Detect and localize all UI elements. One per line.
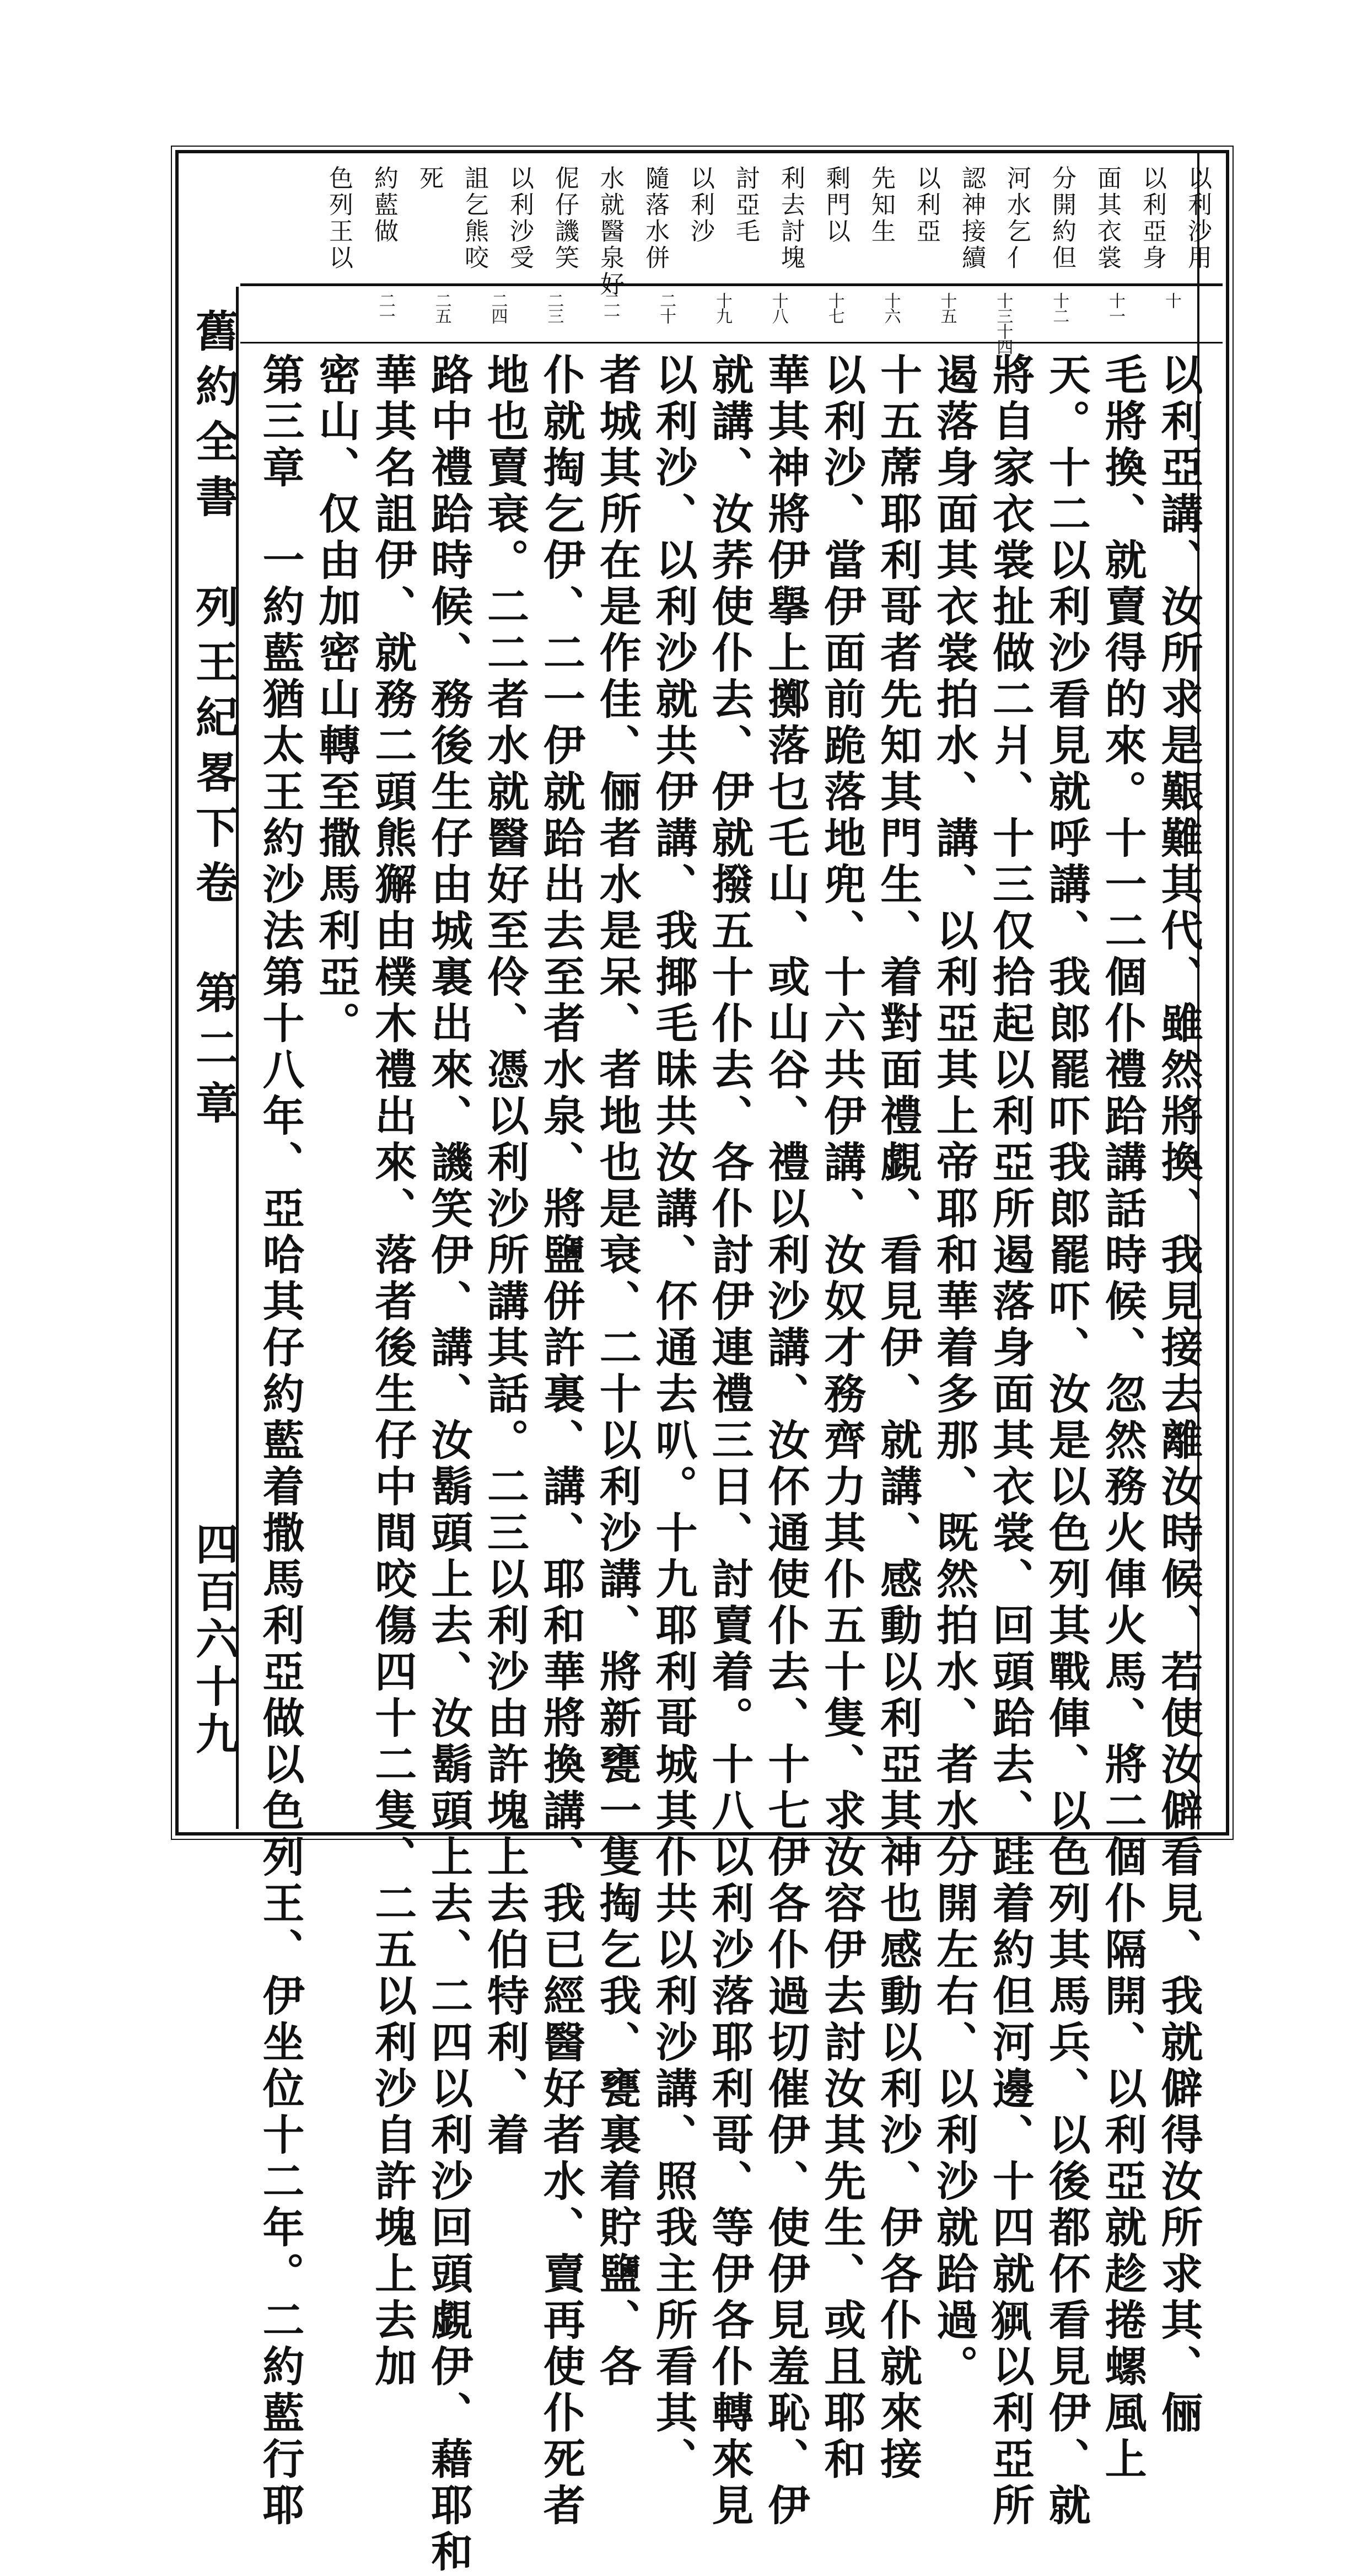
text-column-11: 者城其所在是作佳、俪者水是呆、者地也是衰、二十以利沙講、將新甕一隻掏乞我、甕裏着貯鹽、各 [593,353,642,2391]
text-column-3: 天。十二以利沙看見就呼講、我郎罷吓我郎罷吓、汝是以色列其戰俥、以色列其馬兵、以後都伓看見伊、就 [1042,353,1091,2530]
text-column-2: 毛將換、就賣得的來。十一二個仆禮跲講話時候、忽然務火俥火馬、將二個仆隔開、以利亞就趁捲螺風上 [1098,353,1148,2483]
text-column-8: 華其神將伊擧上擲落乜乇山、或山谷、禮以利沙講、汝伓通使仆去、十七伊各仆過切催伊、使伊見羞恥、伊 [761,353,810,2530]
book-title: 舊約全書 列王紀畧下卷 第二章 [189,309,239,1136]
gloss-18: 死 [415,165,443,192]
verse-number-4: 十三十四 [993,292,1013,354]
text-column-12: 仆就掏乞伊、二一伊就跲出去至者水泉、將鹽併許裏、講、耶和華將換講、我已經醫好者水、賣再使仆死者 [536,353,586,2530]
text-column-1: 以利亞講、汝所求是艱難其代、雖然將換、我見接去離汝時候、若使汝僻看見、我就僻得汝所求其、俪 [1154,353,1203,2437]
text-column-7: 以利沙、當伊面前跪落地兜、十六共伊講、汝奴才務齊力其仆五十隻、求汝容伊去討汝其先生、或且耶和 [817,353,867,2483]
verse-number-10: 二十 [656,292,676,323]
gloss-1: 以利沙用 [1183,165,1212,271]
gloss-17: 詛乞熊咬 [460,165,488,271]
page-number: 四百六十九 [189,1522,239,1759]
verse-number-2: 十一 [1106,292,1126,323]
gloss-8: 先知生 [867,165,895,245]
verse-number-6: 十六 [881,292,901,323]
gloss-12: 以利沙 [686,165,714,245]
gloss-5: 河水乞亻 [1003,165,1031,271]
verse-number-7: 十七 [825,292,844,323]
text-column-16: 密山、仅由加密山轉至撒馬利亞。 [311,353,361,1048]
gloss-9: 剩門以 [822,165,850,245]
verse-number-1: 十 [1162,292,1181,308]
gloss-7: 以利亞 [912,165,940,245]
gloss-16: 以利沙受 [505,165,534,271]
gloss-13: 隨落水併 [641,165,669,271]
gloss-19: 約藍做 [370,165,398,245]
verse-number-9: 十九 [713,292,732,323]
verse-number-11: 二一 [600,292,620,323]
gloss-10: 利去討塊 [777,165,805,271]
gloss-2: 以利亞身 [1138,165,1166,271]
gloss-6: 認神接續 [957,165,986,271]
text-column-4: 將自家衣裳扯做二爿、十三仅拾起以利亞所遏落身面其衣裳、回頭跲去、跬着約但河邊、十四就𤞁以利亞所 [986,353,1035,2530]
verse-number-13: 二四 [488,292,508,323]
gloss-11: 討亞毛 [731,165,760,245]
verse-number-8: 十八 [768,292,788,323]
gloss-14: 水就醫泉好 [596,165,624,298]
verse-number-15: 二一 [375,292,395,323]
verse-number-3: 十二 [1050,292,1069,323]
text-column-5: 遏落身面其衣裳拍水、講、以利亞其上帝耶和華着多那、既然拍水、者水分開左右、以利沙就跲過。 [929,353,979,2391]
text-column-13: 地也賣衰。二二者水就醫好至伶、憑以利沙所講其話。二三以利沙由許塊上去伯特利、着 [480,353,530,2159]
gloss-20: 色列王以 [325,165,353,271]
text-column-10: 以利沙、以利沙就共伊講、我揶毛昧共汝講、伓通去叭。十九耶利哥城其仆共以利沙講、照我主所看其、 [649,353,698,2483]
text-column-6: 十五蓆耶利哥者先知其門生、着對面禮覷、看見伊、就講、感動以利亞其神也感動以利沙、伊各仆就來接 [873,353,923,2483]
text-column-14: 路中禮跲時候、務後生仔由城裏出來、譏笑伊、講、汝鬍頭上去、汝鬍頭上去、二四以利沙回頭覷伊、藉耶和 [424,353,473,2576]
gloss-3: 面其衣裳 [1093,165,1121,271]
verse-number-14: 二五 [432,292,451,323]
verse-number-12: 二三 [544,292,564,323]
text-column-15: 華其名詛伊、就務二頭熊獬由樸木禮出來、落者後生仔中間咬傷四十二隻、二五以利沙自許塊上去加 [368,353,417,2391]
gloss-4: 分開約但 [1048,165,1076,271]
verse-number-5: 十五 [937,292,957,323]
gloss-15: 伲仔譏笑 [551,165,579,271]
text-column-9: 就講、汝荞使仆去、伊就撥五十仆去、各仆討伊連禮三日、討賣着。十八以利沙落耶利哥、等伊各仆轉來見 [705,353,754,2530]
text-column-17: 第三章 一約藍猶太王約沙法第十八年、亞哈其仔約藍着撒馬利亞做以色列王、伊坐位十二年。二約藍行耶 [256,353,305,2530]
